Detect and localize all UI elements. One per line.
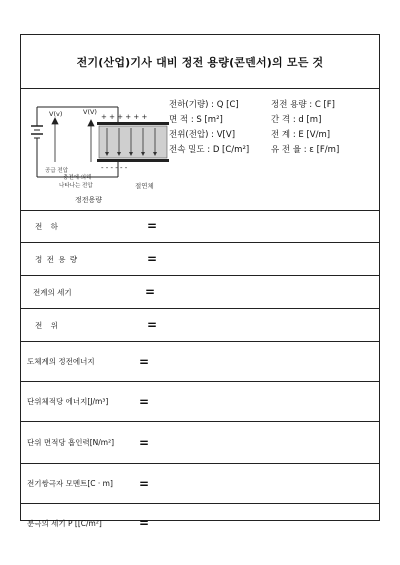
definition-right: 유 전 율 : ε [F/m] — [271, 145, 340, 155]
formula-row-force — [21, 422, 379, 464]
supply-voltage-label: V(v) — [49, 110, 63, 118]
formula-row-dipole — [21, 464, 379, 504]
definition-left: 전하(기량) : Q [C] — [169, 100, 239, 110]
definition-row — [169, 143, 381, 158]
header-section — [21, 88, 379, 211]
row-label: 분극의 세기 P [[C/m²] — [27, 518, 102, 528]
diagram-caption: 정전용량 — [75, 196, 103, 204]
definition-right: 정전 용량 : C [F] — [271, 100, 335, 110]
formula-row-potential — [21, 309, 379, 342]
row-label: 전기쌍극자 모멘트[C · m] — [27, 479, 113, 488]
definition-row — [169, 113, 381, 128]
capacitor-plates-icon — [97, 113, 169, 172]
equals-sign: = — [147, 252, 158, 266]
equals-sign: = — [139, 394, 150, 409]
formula-row-capacitance — [21, 243, 379, 276]
supply-voltage-arrow-icon — [52, 118, 58, 162]
row-label: 단위체적당 에너지[J/m³] — [27, 397, 109, 406]
charge-voltage-arrow-icon — [88, 120, 94, 162]
formula-row-charge — [21, 210, 379, 243]
charge-label-line2: 나타나는 전압 — [59, 183, 93, 189]
equals-sign: = — [139, 476, 150, 491]
row-label: 전계의 세기 — [33, 287, 72, 297]
row-label: 도체계의 정전에너지 — [27, 357, 95, 366]
charge-voltage-label: V(V) — [83, 108, 97, 116]
definition-row — [169, 128, 381, 143]
svg-text:- - - - - -: - - - - - - — [101, 164, 128, 172]
formula-row-energy-density — [21, 382, 379, 422]
formula-row-polarization — [21, 504, 379, 542]
equals-sign: = — [147, 318, 158, 332]
page-title: 전기(산업)기사 대비 정전 용량(콘덴서)의 모든 것 — [21, 35, 379, 89]
equals-sign: = — [147, 219, 158, 233]
definition-row — [169, 98, 381, 113]
worksheet — [20, 34, 380, 530]
formula-row-field — [21, 276, 379, 309]
definition-left: 면 적 : S [m²] — [169, 115, 223, 125]
definition-left: 전위(전압) : V[V] — [169, 130, 236, 140]
formula-row-energy — [21, 342, 379, 382]
dielectric-label: 절연체 — [135, 182, 154, 190]
row-label: 정 전 용 량 — [35, 254, 79, 264]
capacitor-diagram — [23, 92, 173, 208]
definition-right: 전 계 : E [V/m] — [271, 130, 331, 140]
formula-table — [21, 210, 379, 530]
definition-right: 간 격 : d [m] — [271, 115, 322, 125]
equals-sign: = — [145, 285, 156, 299]
svg-text:+ + + + + +: + + + + + + — [101, 113, 148, 121]
supply-label: 공급 전압 — [45, 168, 69, 174]
equals-sign: = — [139, 435, 150, 450]
equals-sign: = — [139, 516, 150, 530]
charge-label-line1: 충전에 의해 — [63, 175, 92, 181]
row-label: 단위 면적당 흡인력[N/m²] — [27, 438, 115, 447]
equals-sign: = — [139, 354, 150, 369]
row-label: 전 하 — [35, 221, 61, 231]
row-label: 전 위 — [35, 320, 61, 330]
definitions-list — [169, 98, 381, 158]
definition-left: 전속 밀도 : D [C/m²] — [169, 145, 250, 155]
